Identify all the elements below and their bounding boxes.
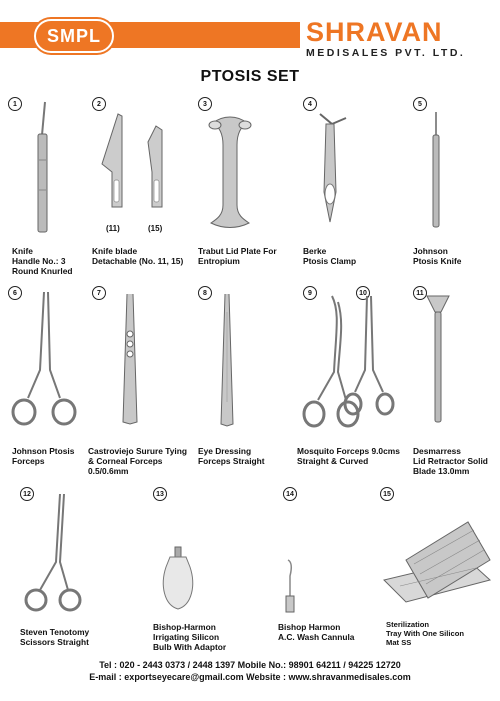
blade-label-15: (15): [148, 224, 163, 233]
company-name: SHRAVAN: [306, 17, 443, 47]
item-number-13: 13: [153, 487, 167, 501]
item-caption-2: Knife blade Detachable (No. 11, 15): [92, 246, 184, 266]
company-subtitle: MEDISALES PVT. LTD.: [306, 47, 466, 59]
lid-plate-icon: [205, 115, 255, 230]
ptosis-knife-icon: [428, 110, 444, 230]
item-number-8: 8: [198, 286, 212, 300]
sterilization-tray-icon: [380, 520, 495, 605]
silicon-bulb-icon: [158, 545, 198, 615]
lid-retractor-icon: [425, 290, 451, 430]
item-number-4: 4: [303, 97, 317, 111]
footer-phone: Tel : 020 - 2443 0373 / 2448 1397 Mobile No.: 98901 64211 / 94225 12720: [99, 660, 401, 670]
item-caption-8: Eye Dressing Forceps Straight: [198, 446, 265, 466]
ptosis-clamp-icon: [312, 112, 352, 227]
blade-label-11: (11): [106, 224, 120, 233]
item-number-10: 10: [356, 286, 370, 300]
item-caption-12: Steven Tenotomy Scissors Straight: [20, 627, 90, 647]
smpl-logo: SMPL: [34, 19, 114, 53]
item-caption-3: Trabut Lid Plate For Entropium: [198, 246, 277, 266]
item-caption-7: Castroviejo Surure Tying & Corneal Forceps 0.5/0.6mm: [88, 446, 187, 476]
item-number-9: 9: [303, 286, 317, 300]
item-number-2: 2: [92, 97, 106, 111]
corneal-forceps-icon: [115, 292, 145, 427]
item-caption-5: Johnson Ptosis Knife: [413, 246, 462, 266]
tenotomy-scissors-icon: [24, 492, 84, 617]
item-number-3: 3: [198, 97, 212, 111]
dressing-forceps-icon: [215, 292, 239, 427]
item-number-12: 12: [20, 487, 34, 501]
item-number-5: 5: [413, 97, 427, 111]
company-block: [306, 18, 496, 59]
footer-contact: E-mail : exportseyecare@gmail.com Website : www.shravanmedisales.com: [89, 672, 411, 682]
knife-blade-icon: [98, 112, 178, 217]
item-caption-15: Sterilization Tray With One Silicon Mat SS: [386, 620, 464, 647]
item-number-14: 14: [283, 487, 297, 501]
item-number-11: 11: [413, 286, 427, 300]
item-number-7: 7: [92, 286, 106, 300]
item-caption-9: Mosquito Forceps 9.0cms Straight & Curved: [297, 446, 400, 466]
ptosis-forceps-icon: [10, 290, 80, 430]
item-number-6: 6: [8, 286, 22, 300]
item-caption-11: Desmarress Lid Retractor Solid Blade 13.0mm: [413, 446, 488, 476]
item-caption-14: Bishop Harmon A.C. Wash Cannula: [278, 622, 355, 642]
mosquito-forceps-straight-icon: [345, 292, 395, 422]
wash-cannula-icon: [278, 558, 302, 614]
item-caption-6: Johnson Ptosis Forceps: [12, 446, 75, 466]
knife-handle-icon: [30, 100, 56, 235]
item-number-1: 1: [8, 97, 22, 111]
item-caption-4: Berke Ptosis Clamp: [303, 246, 357, 266]
item-number-15: 15: [380, 487, 394, 501]
item-caption-13: Bishop-Harmon Irrigating Silicon Bulb With Adaptor: [153, 622, 227, 652]
page-title: PTOSIS SET: [200, 68, 300, 85]
item-caption-1: Knife Handle No.: 3 Round Knurled: [12, 246, 73, 276]
